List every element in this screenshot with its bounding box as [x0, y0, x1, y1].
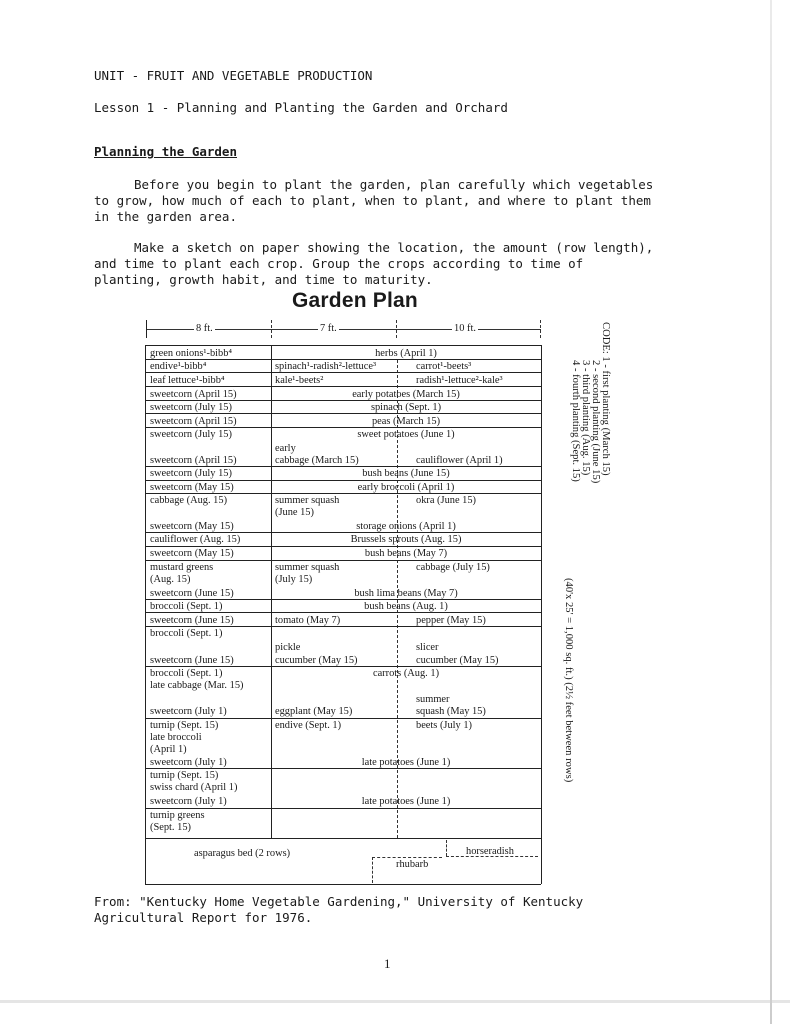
- plan-entry: (July 15): [275, 574, 313, 585]
- plan-entry: cabbage (Aug. 15): [150, 495, 228, 506]
- plan-entry: (June 15): [275, 507, 314, 518]
- asparagus-bed-label: asparagus bed (2 rows): [194, 848, 291, 859]
- plan-entry: spinach (Sept. 1): [370, 402, 442, 413]
- dimension-tick: [396, 320, 397, 338]
- plan-entry: late potatoes (June 1): [361, 757, 451, 768]
- plan-entry: cabbage (July 15): [416, 562, 490, 573]
- row-line: [145, 413, 541, 414]
- row-line: [145, 386, 541, 387]
- plan-entry: late potatoes (June 1): [361, 796, 451, 807]
- plan-entry: broccoli (Sept. 1): [150, 601, 223, 612]
- dimension-label-8ft: 8 ft.: [196, 323, 213, 334]
- plan-entry: turnip (Sept. 15): [150, 770, 219, 781]
- plan-entry: Brussels sprouts (Aug. 15): [350, 534, 462, 545]
- plan-entry: carrot¹-beets³: [416, 361, 472, 372]
- row-line: [145, 599, 541, 600]
- plan-entry: turnip (Sept. 15): [150, 720, 219, 731]
- grid-border-left: [145, 345, 146, 884]
- grid-border-right: [541, 345, 542, 884]
- plan-entry: carrots (Aug. 1): [372, 668, 440, 679]
- plan-entry: sweetcorn (June 15): [150, 588, 234, 599]
- plan-entry: sweetcorn (July 1): [150, 757, 227, 768]
- row-line: [145, 493, 541, 494]
- plan-entry: squash (May 15): [416, 706, 486, 717]
- plan-entry: sweetcorn (April 15): [150, 455, 237, 466]
- plan-entry: peas (March 15): [371, 416, 441, 427]
- unit-title: UNIT - FRUIT AND VEGETABLE PRODUCTION: [94, 68, 373, 83]
- plan-entry: early: [275, 443, 296, 454]
- plan-entry: summer squash: [275, 562, 340, 573]
- horseradish-bed-edge: [446, 840, 447, 856]
- plan-entry: early broccoli (April 1): [357, 482, 455, 493]
- row-line: [145, 560, 541, 561]
- row-line: [145, 532, 541, 533]
- plan-entry: pickle: [275, 642, 301, 653]
- plan-entry: bush beans (June 15): [362, 468, 450, 479]
- row-line: [145, 718, 541, 719]
- paragraph-line: to grow, how much of each to plant, when to plant, and where to plant them: [94, 193, 651, 208]
- source-citation-line: From: "Kentucky Home Vegetable Gardening," University of Kentucky: [94, 894, 584, 909]
- plan-entry: late broccoli: [150, 732, 202, 743]
- plan-entry: radish¹-lettuce²-kale³: [416, 375, 503, 386]
- row-line: [145, 427, 541, 428]
- plan-entry: cauliflower (April 1): [416, 455, 503, 466]
- plan-entry: green onions¹-bibb⁴: [150, 348, 233, 359]
- plan-entry: eggplant (May 15): [275, 706, 353, 717]
- row-line: [145, 666, 541, 667]
- plan-entry: summer: [416, 694, 450, 705]
- plan-entry: tomato (May 7): [275, 615, 341, 626]
- paragraph-line: Before you begin to plant the garden, plan carefully which vegetables: [134, 177, 654, 192]
- dimension-label-10ft: 10 ft.: [454, 323, 476, 334]
- paragraph-line: planting, growth habit, and time to maturity.: [94, 272, 433, 287]
- lesson-title: Lesson 1 - Planning and Planting the Garden and Orchard: [94, 100, 508, 115]
- horseradish-label: horseradish: [466, 846, 514, 857]
- row-line: [145, 400, 541, 401]
- plan-entry: endive (Sept. 1): [275, 720, 342, 731]
- plan-entry: okra (June 15): [416, 495, 477, 506]
- dimension-label-7ft: 7 ft.: [320, 323, 337, 334]
- dimension-tick: [540, 320, 541, 338]
- row-line: [145, 838, 541, 839]
- plan-entry: sweetcorn (April 15): [150, 389, 237, 400]
- section-heading: Planning the Garden: [94, 144, 237, 159]
- plan-entry: cauliflower (Aug. 15): [150, 534, 241, 545]
- plan-entry: kale¹-beets²: [275, 375, 324, 386]
- page-number: 1: [384, 956, 391, 971]
- plan-entry: (Aug. 15): [150, 574, 191, 585]
- row-line: [145, 626, 541, 627]
- plan-entry: sweetcorn (May 15): [150, 521, 234, 532]
- paragraph-sketch: [94, 240, 694, 288]
- plan-entry: sweetcorn (May 15): [150, 482, 234, 493]
- plan-entry: bush beans (Aug. 1): [364, 601, 448, 612]
- scan-edge-bottom: [0, 1000, 790, 1003]
- garden-plan-title: Garden Plan: [292, 289, 418, 312]
- plan-entry: sweetcorn (July 15): [150, 468, 232, 479]
- plan-entry: bush lima beans (May 7): [354, 588, 458, 599]
- plan-entry: cucumber (May 15): [275, 655, 358, 666]
- plan-entry: sweetcorn (July 15): [150, 402, 232, 413]
- plan-entry: slicer: [416, 642, 439, 653]
- plan-entry: mustard greens: [150, 562, 214, 573]
- plan-entry: sweetcorn (May 15): [150, 548, 234, 559]
- grid-border-bottom: [145, 884, 541, 885]
- plan-entry: sweet potatoes (June 1): [357, 429, 455, 440]
- row-line: [145, 808, 541, 809]
- dimension-tick: [146, 320, 147, 338]
- row-line: [145, 546, 541, 547]
- plan-entry: leaf lettuce¹-bibb⁴: [150, 375, 225, 386]
- paragraph-line: in the garden area.: [94, 209, 237, 224]
- plan-entry: cucumber (May 15): [416, 655, 499, 666]
- plan-entry: sweetcorn (April 15): [150, 416, 237, 427]
- plan-entry: early potatoes (March 15): [352, 389, 460, 400]
- row-line: [145, 768, 541, 769]
- plan-entry: sweetcorn (July 1): [150, 796, 227, 807]
- source-citation-line: Agricultural Report for 1976.: [94, 910, 313, 925]
- rhubarb-bed-edge: [372, 857, 373, 883]
- plan-entry: broccoli (Sept. 1): [150, 668, 223, 679]
- code-line: CODE: 1 - first planting (March 15): [600, 322, 611, 476]
- row-line: [145, 345, 541, 346]
- planting-code-legend: [552, 322, 612, 492]
- plan-entry: late cabbage (Mar. 15): [150, 680, 244, 691]
- rhubarb-label: rhubarb: [396, 859, 429, 870]
- plan-entry: storage onions (April 1): [356, 521, 456, 532]
- code-line: 4 - fourth planting (Sept. 15): [570, 360, 581, 482]
- plan-entry: endive¹-bibb⁴: [150, 361, 207, 372]
- paragraph-line: and time to plant each crop. Group the crops according to time of: [94, 256, 584, 271]
- code-line: 2 - second planting (June 15): [590, 360, 601, 484]
- plan-entry: herbs (April 1): [375, 348, 437, 359]
- plan-entry: sweetcorn (July 15): [150, 429, 232, 440]
- dimension-tick: [271, 320, 272, 338]
- paragraph-intro: [94, 177, 694, 225]
- plan-entry: broccoli (Sept. 1): [150, 628, 223, 639]
- rhubarb-bed-edge: [372, 857, 442, 858]
- plan-entry: pepper (May 15): [416, 615, 486, 626]
- row-line: [145, 612, 541, 613]
- scan-edge-right: [770, 0, 772, 1024]
- row-line: [145, 480, 541, 481]
- plan-entry: sweetcorn (July 1): [150, 706, 227, 717]
- plan-entry: cabbage (March 15): [275, 455, 359, 466]
- code-line: 3 - third planting (Aug. 15): [580, 360, 591, 476]
- plan-entry: spinach¹-radish²-lettuce³: [275, 361, 377, 372]
- plan-entry: sweetcorn (June 15): [150, 615, 234, 626]
- plan-entry: (April 1): [150, 744, 187, 755]
- plan-entry: turnip greens: [150, 810, 205, 821]
- plan-entry: beets (July 1): [416, 720, 472, 731]
- row-line: [145, 466, 541, 467]
- plan-entry: bush beans (May 7): [364, 548, 448, 559]
- row-line: [145, 359, 541, 360]
- plan-entry: swiss chard (April 1): [150, 782, 238, 793]
- garden-dimensions-note: (40'x 25' = 1,000 sq. ft.) (2½ feet between rows): [563, 578, 574, 783]
- plan-entry: sweetcorn (June 15): [150, 655, 234, 666]
- plan-entry: (Sept. 15): [150, 822, 191, 833]
- plan-entry: summer squash: [275, 495, 340, 506]
- row-line: [145, 372, 541, 373]
- paragraph-line: Make a sketch on paper showing the location, the amount (row length),: [134, 240, 654, 255]
